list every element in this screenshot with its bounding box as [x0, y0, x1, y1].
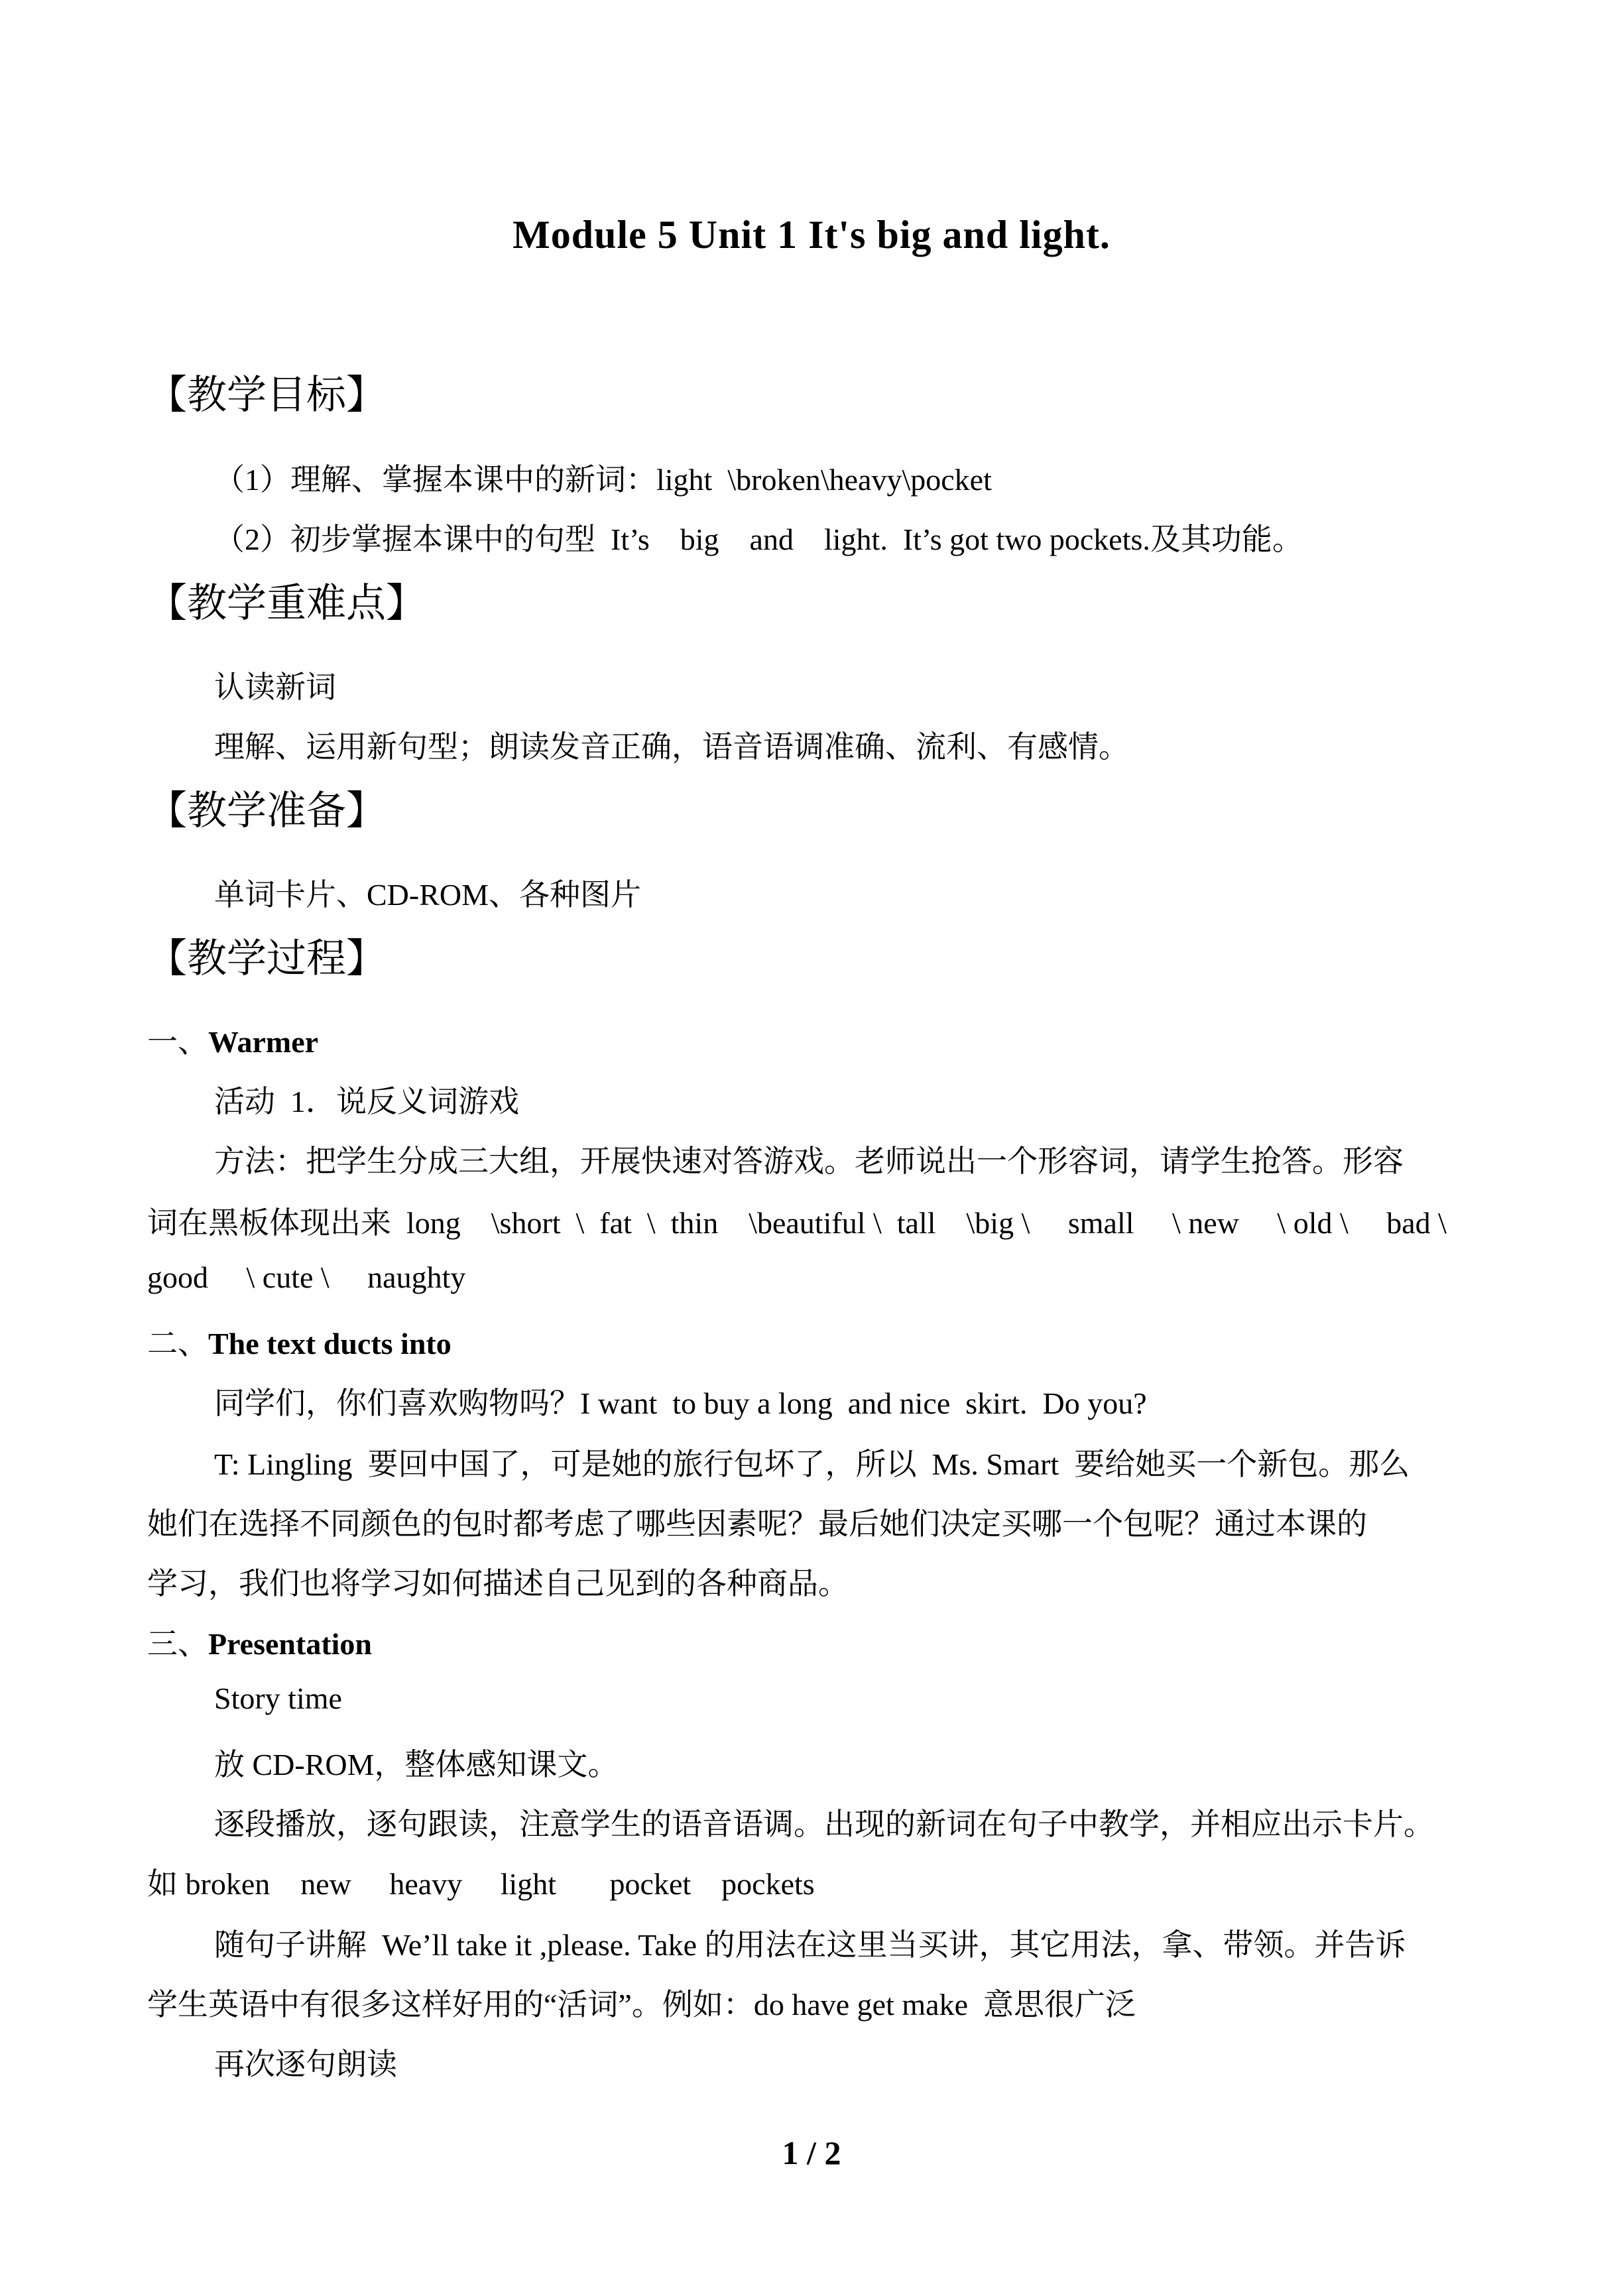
page-indicator: 1 / 2	[782, 2134, 841, 2171]
heading-key-points: 【教学重难点】	[147, 580, 426, 627]
warmer-method-line-3: good \ cute \ naughty	[147, 1260, 466, 1294]
section-title: Warmer	[208, 1025, 319, 1059]
section-number: 二、	[147, 1327, 208, 1360]
heading-process: 【教学过程】	[147, 936, 386, 982]
section-title: The text ducts into	[208, 1327, 451, 1360]
objective-item-2: （2）初步掌握本课中的句型 It’s big and light. It’s got two pockets.及其功能。	[214, 522, 1303, 556]
key-point-item-2: 理解、运用新句型；朗读发音正确，语音语调准确、流利、有感情。	[214, 730, 1129, 764]
key-point-item-1: 认读新词	[214, 670, 336, 704]
heading-objectives: 【教学目标】	[147, 372, 386, 418]
section-number: 一、	[147, 1025, 208, 1059]
warmer-method-line-2: 词在黑板体现出来 long \short \ fat \ thin \beautiful \ tall \big \ small \ new \ old \ bad \	[147, 1206, 1447, 1240]
section-presentation	[147, 1620, 372, 1663]
section-title: Presentation	[208, 1627, 373, 1661]
heading-preparation: 【教学准备】	[147, 788, 386, 834]
text-intro-line-1: 同学们，你们喜欢购物吗？I want to buy a long and nice skirt. Do you?	[214, 1386, 1147, 1420]
warmer-activity: 活动 1．说反义词游戏	[214, 1085, 519, 1118]
presentation-line-4: 如 broken new heavy light pocket pockets	[147, 1867, 815, 1901]
warmer-method-line-1: 方法：把学生分成三大组，开展快速对答游戏。老师说出一个形容词，请学生抢答。形容	[214, 1144, 1404, 1178]
presentation-line-5: 随句子讲解 We’ll take it ,please. Take 的用法在这里当买讲，其它用法，拿、带领。并告诉	[214, 1928, 1406, 1962]
section-warmer	[147, 1018, 318, 1061]
text-intro-line-2: T: Lingling 要回中国了，可是她的旅行包坏了，所以 Ms. Smart 要给她买一个新包。那么	[214, 1447, 1410, 1481]
text-intro-line-4: 学习，我们也将学习如何描述自己见到的各种商品。	[147, 1567, 849, 1601]
presentation-line-6: 学生英语中有很多这样好用的“活词”。例如：do have get make 意思很广泛	[147, 1988, 1136, 2022]
document-title: Module 5 Unit 1 It's big and light.	[512, 213, 1111, 257]
text-intro-line-3: 她们在选择不同颜色的包时都考虑了哪些因素呢？最后她们决定买哪一个包呢？通过本课的	[147, 1507, 1367, 1541]
preparation-item-1: 单词卡片、CD-ROM、各种图片	[214, 878, 642, 912]
presentation-line-3: 逐段播放，逐句跟读，注意学生的语音语调。出现的新词在句子中教学，并相应出示卡片。	[214, 1807, 1434, 1841]
section-text-intro	[147, 1319, 451, 1363]
presentation-line-2: 放 CD-ROM，整体感知课文。	[214, 1748, 619, 1782]
presentation-line-1: Story time	[214, 1681, 342, 1715]
section-number: 三、	[147, 1627, 208, 1661]
objective-item-1: （1）理解、掌握本课中的新词：light \broken\heavy\pocket	[214, 463, 992, 497]
presentation-line-7: 再次逐句朗读	[214, 2047, 397, 2081]
